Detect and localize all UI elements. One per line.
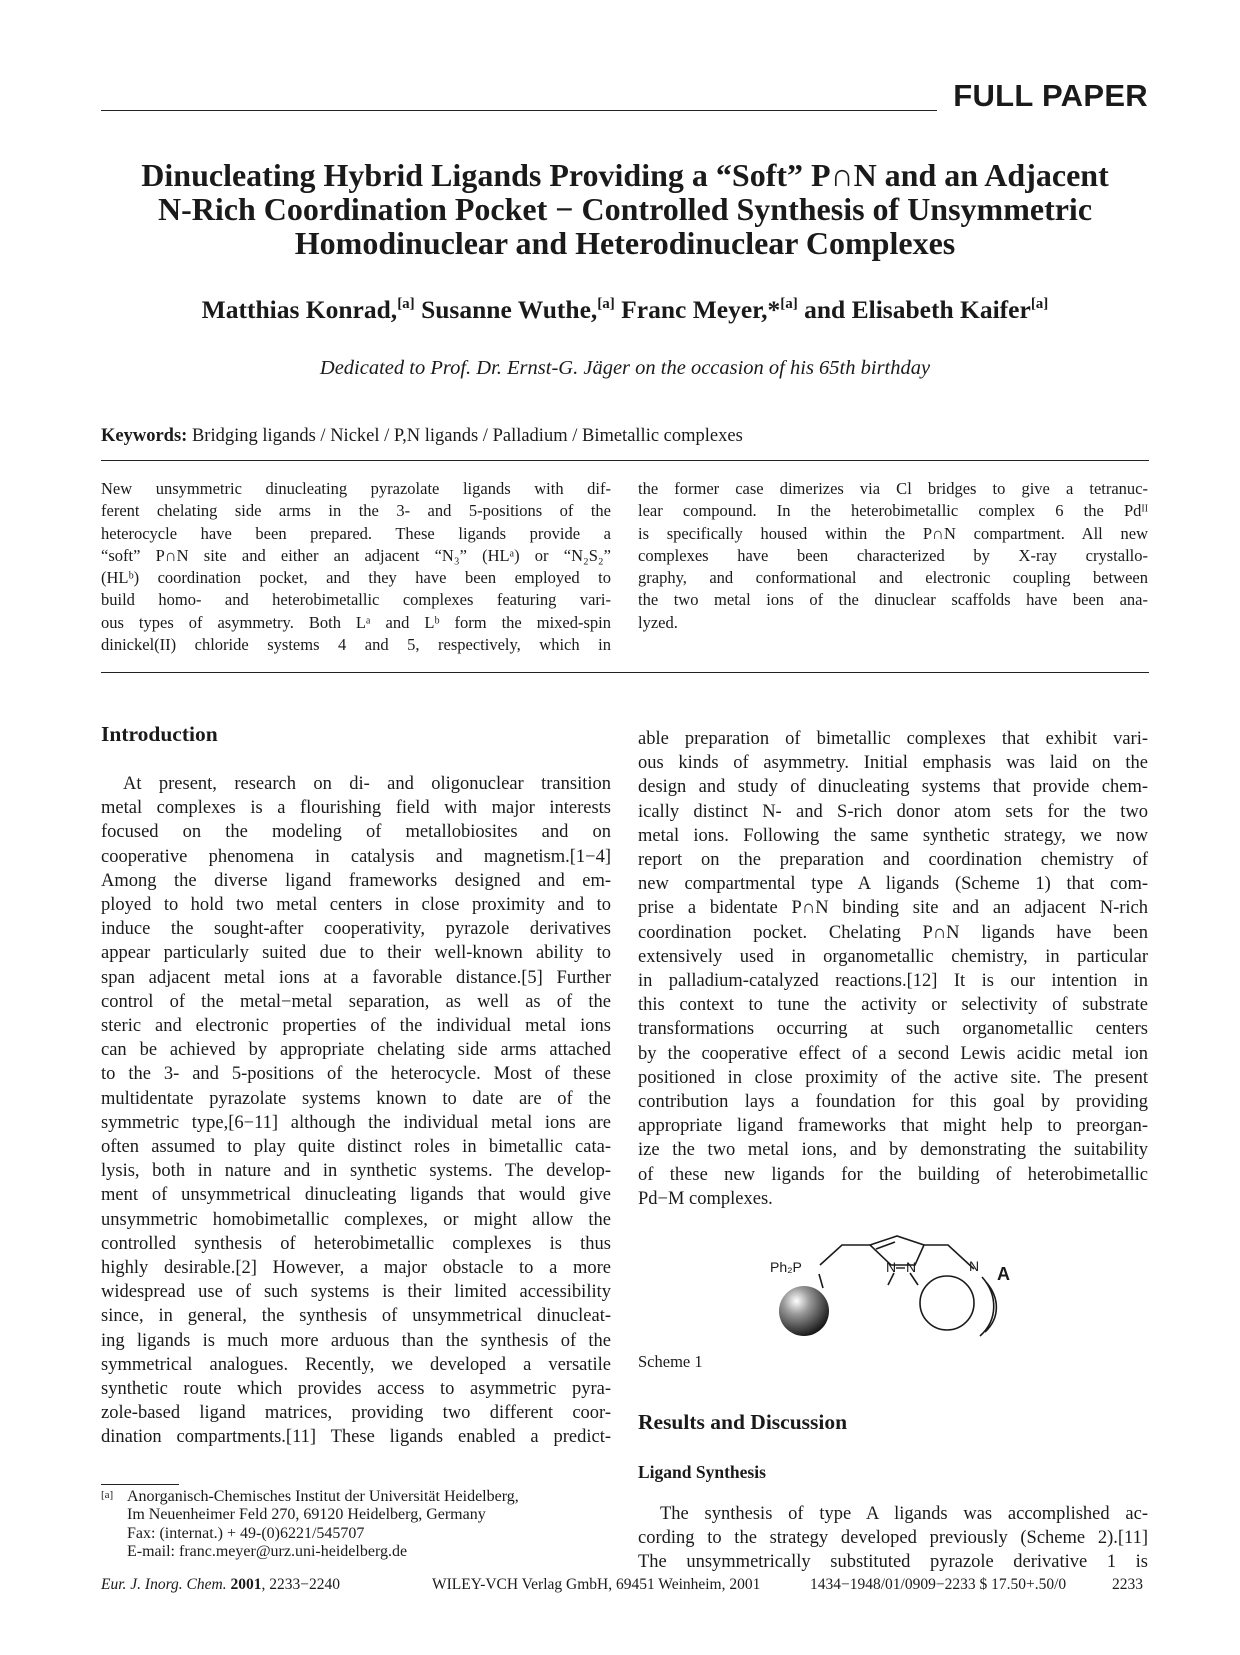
journal-year: 2001 (230, 1576, 262, 1593)
author-name: Matthias Konrad, (201, 295, 398, 324)
abstract-top-rule (101, 460, 1149, 461)
body-line: of these new ligands for the building of heterobimetallic (638, 1164, 1148, 1185)
footnote-line: Im Neuenheimer Feld 270, 69120 Heidelberg, Germany (127, 1506, 486, 1524)
title-line: N-Rich Coordination Pocket − Controlled Synthesis of Unsymmetric (157, 191, 1093, 227)
abstract-line: is specifically housed within the P∩N compartment. All new (638, 523, 1148, 543)
body-line: Among the diverse ligand frameworks designed and em- (101, 870, 611, 891)
footnote-mark: [a] (101, 1489, 114, 1501)
body-line: new compartmental type A ligands (Scheme 1) that com- (638, 874, 1148, 895)
scheme-compound-label: A (997, 1264, 1010, 1284)
abstract-line: ous types of asymmetry. Both Lᵃ and Lᵇ form the mixed-spin (101, 612, 611, 632)
ligand-synthesis-heading: Ligand Synthesis (638, 1462, 766, 1482)
abstract-line: lyzed. (638, 612, 678, 632)
body-line: span adjacent metal ions at a favorable distance.[5] Further (101, 967, 611, 988)
title-line: Homodinuclear and Heterodinuclear Complexes (294, 225, 956, 261)
ph2p-label: Ph₂P (770, 1259, 802, 1275)
right-column-text (638, 727, 1148, 1211)
footer-publisher: WILEY-VCH Verlag GmbH, 69451 Weinheim, 2001 (432, 1576, 761, 1593)
journal-pages: , 2233−2240 (261, 1576, 340, 1593)
abstract-line: New unsymmetric dinucleating pyrazolate ligands with dif- (101, 479, 611, 498)
abstract-left (101, 478, 611, 656)
scheme-n-label: N (969, 1258, 980, 1274)
title-line: Dinucleating Hybrid Ligands Providing a “Soft” P∩N and an Adjacent (141, 157, 1109, 193)
body-line: metal ions. Following the same synthetic strategy, we now (638, 825, 1148, 846)
keywords-label: Keywords: (101, 426, 188, 446)
author-name: Franc Meyer,* (614, 295, 781, 324)
dedication: Dedicated to Prof. Dr. Ernst-G. Jäger on the occasion of his 65th birthday (319, 357, 931, 379)
body-line: ing ligands is much more arduous than the synthesis of the (101, 1330, 611, 1351)
body-line: symmetrical analogues. Recently, we developed a versatile (101, 1354, 611, 1375)
body-line: multidentate pyrazolate systems known to date are of the (101, 1088, 611, 1109)
footnote-rule (101, 1484, 179, 1485)
body-line: widespread use of such systems is their limited accessibility (101, 1282, 611, 1303)
author-affiliation: [a] (780, 296, 798, 312)
body-line: extensively used in organometallic chemistry, in particular (638, 946, 1148, 967)
body-line: control of the metal−metal separation, as well as of the (101, 991, 611, 1012)
body-line: report on the preparation and coordination chemistry of (638, 850, 1148, 871)
abstract-line: heterocycle have been prepared. These ligands provide a (101, 523, 611, 543)
keywords (101, 426, 743, 447)
body-line: The synthesis of type A ligands was accomplished ac- (660, 1504, 1148, 1524)
author-list (101, 295, 1149, 325)
abstract-line: lear compound. In the heterobimetallic complex 6 the Pdᴵᴵ (638, 501, 1148, 521)
author-affiliation: [a] (597, 296, 615, 312)
author-name: and Elisabeth Kaifer (797, 295, 1031, 324)
body-line: dination compartments.[11] These ligands enabled a predict- (101, 1427, 611, 1448)
body-line: can be achieved by appropriate chelating side arms attached (101, 1040, 611, 1061)
body-line: steric and electronic properties of the individual metal ions (101, 1016, 611, 1037)
article-title (101, 158, 1149, 260)
body-line: able preparation of bimetallic complexes that exhibit vari- (638, 729, 1148, 749)
abstract-line: complexes have been characterized by X-ray crystallo- (638, 545, 1148, 565)
journal-name: Eur. J. Inorg. Chem. (101, 1576, 227, 1593)
body-line: lysis, both in nature and in synthetic systems. The develop- (101, 1161, 611, 1182)
body-line: appropriate ligand frameworks that might help to preorgan- (638, 1116, 1148, 1137)
footnote-line: Fax: (internat.) + 49-(0)6221/545707 (127, 1524, 365, 1542)
abstract-line: build homo- and heterobimetallic complexes featuring vari- (101, 590, 611, 610)
body-line: highly desirable.[2] However, a major obstacle to a more (101, 1258, 611, 1279)
abstract-line: dinickel(II) chloride systems 4 and 5, respectively, which in (101, 635, 611, 655)
introduction-heading: Introduction (101, 722, 218, 746)
body-line: positioned in close proximity of the active site. The present (638, 1067, 1148, 1088)
abstract-line: graphy, and conformational and electronic coupling between (638, 568, 1148, 588)
body-line: zole-based ligand matrices, providing two different coor- (101, 1403, 611, 1424)
body-line: prise a bidentate P∩N binding site and an adjacent N-rich (638, 898, 1148, 919)
introduction-text (101, 772, 611, 1450)
body-line: often assumed to play quite distinct roles in bimetallic cata- (101, 1137, 611, 1158)
abstract-line: the two metal ions of the dinuclear scaffolds have been ana- (638, 590, 1148, 610)
body-line: cooperative phenomena in catalysis and magnetism.[1−4] (101, 846, 611, 867)
body-line: controlled synthesis of heterobimetallic complexes is thus (101, 1233, 611, 1254)
footer-code: 1434−1948/01/0909−2233 $ 17.50+.50/0 (810, 1576, 1067, 1593)
body-line: synthetic route which provides access to asymmetric pyra- (101, 1379, 611, 1400)
scheme-n-label: N (886, 1259, 897, 1275)
body-line: ize the two metal ions, and by demonstrating the suitability (638, 1140, 1148, 1161)
body-line: induce the sought-after cooperativity, pyrazole derivatives (101, 919, 611, 940)
abstract-line: ferent chelating side arms in the 3- and 5-positions of the (101, 501, 611, 521)
scheme-n-label: N (906, 1259, 917, 1275)
scheme-1-structure (760, 1225, 1010, 1340)
ligand-synthesis-text (638, 1502, 1148, 1575)
footnote-line: Anorganisch-Chemisches Institut der Universität Heidelberg, (127, 1488, 519, 1505)
scheme-caption: Scheme 1 (638, 1352, 703, 1371)
header-rule (101, 110, 937, 111)
body-line: The unsymmetrically substituted pyrazole derivative 1 is (638, 1552, 1148, 1573)
body-line: in palladium-catalyzed reactions.[12] It is our intention in (638, 971, 1148, 992)
footer-citation (101, 1576, 340, 1594)
body-line: coordination pocket. Chelating P∩N ligands have been (638, 922, 1148, 943)
keywords-text: Bridging ligands / Nickel / P,N ligands / Palladium / Bimetallic complexes (187, 426, 743, 446)
body-line: cording to the strategy developed previously (Scheme 2).[11] (638, 1528, 1148, 1549)
section-label: FULL PAPER (953, 78, 1148, 113)
abstract-right (638, 478, 1148, 634)
author-affiliation: [a] (397, 296, 415, 312)
body-line: unsymmetric homobimetallic complexes, or might allow the (101, 1209, 611, 1230)
abstract-line: the former case dimerizes via Cl bridges to give a tetranuc- (638, 479, 1148, 498)
body-line: this context to tune the activity or selectivity of substrate (638, 995, 1148, 1016)
body-line: since, in general, the synthesis of unsymmetrical dinucleat- (101, 1306, 611, 1327)
body-line: At present, research on di- and oligonuclear transition (123, 774, 611, 794)
body-line: appear particularly suited due to their well-known ability to (101, 943, 611, 964)
body-line: contribution lays a foundation for this goal by providing (638, 1092, 1148, 1113)
body-line: ous kinds of asymmetry. Initial emphasis was laid on the (638, 753, 1148, 774)
body-line: ically distinct N- and S-rich donor atom sets for the two (638, 801, 1148, 822)
body-line: ployed to hold two metal centers in close proximity and to (101, 895, 611, 916)
body-line: design and study of dinucleating systems that provide chem- (638, 777, 1148, 798)
metal-sphere-icon (779, 1286, 829, 1336)
page-number: 2233 (1112, 1576, 1143, 1593)
results-heading: Results and Discussion (638, 1410, 848, 1434)
body-line: transformations occurring at such organometallic centers (638, 1019, 1148, 1040)
abstract-bottom-rule (101, 672, 1149, 673)
footnote-line: E-mail: franc.meyer@urz.uni-heidelberg.de (127, 1543, 408, 1561)
abstract-line: “soft” P∩N site and either an adjacent “N₃” (HLᵃ) or “N₂S₂” (101, 545, 611, 565)
abstract-line: (HLᵇ) coordination pocket, and they have been employed to (101, 568, 611, 588)
body-line: ment of unsymmetrical dinucleating ligands that would give (101, 1185, 611, 1206)
author-name: Susanne Wuthe, (414, 295, 598, 324)
body-line: metal complexes is a flourishing field with major interests (101, 798, 611, 819)
affiliation-footnote (101, 1488, 519, 1562)
body-line: Pd−M complexes. (638, 1188, 773, 1209)
body-line: focused on the modeling of metallobiosites and on (101, 822, 611, 843)
author-affiliation: [a] (1030, 296, 1049, 312)
body-line: by the cooperative effect of a second Lewis acidic metal ion (638, 1043, 1148, 1064)
body-line: symmetric type,[6−11] although the individual metal ions are (101, 1112, 611, 1133)
body-line: to the 3- and 5-positions of the heterocycle. Most of these (101, 1064, 611, 1085)
